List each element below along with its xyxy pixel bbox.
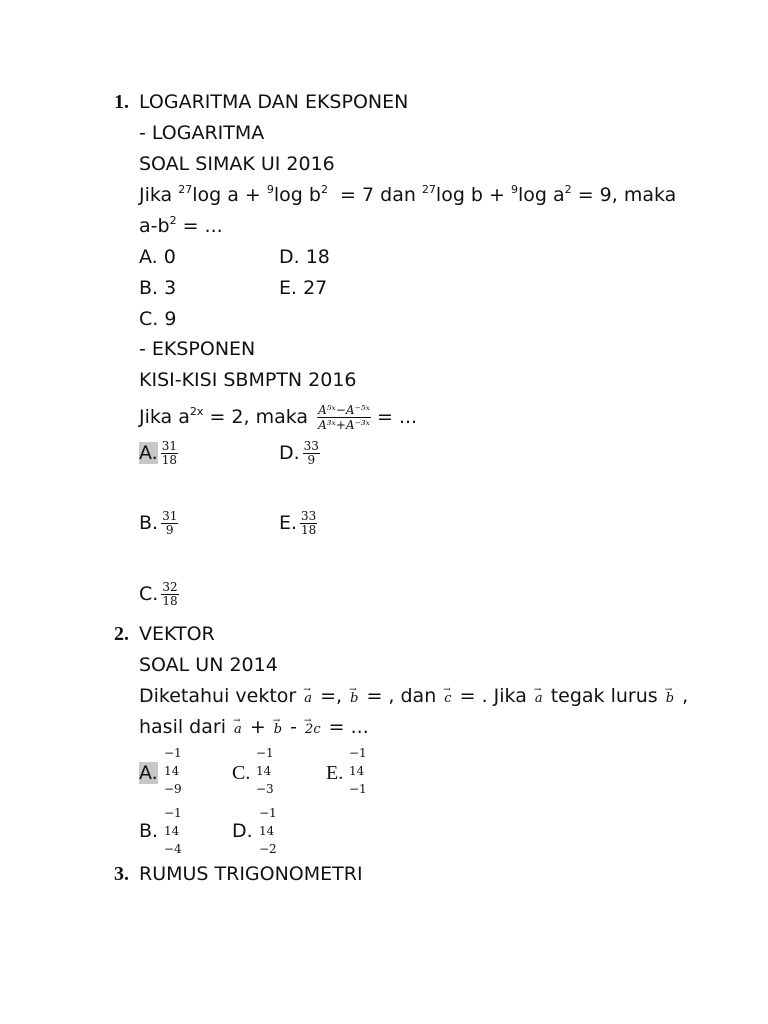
- section-title-1: LOGARITMA DAN EKSPONEN: [139, 91, 409, 113]
- vektor-option-d-values: −1 14 −2: [259, 806, 277, 856]
- exp-option-a: A. $\frac{31}{18}$: [139, 439, 177, 467]
- vektor-option-c: C.: [232, 762, 251, 784]
- log-option-c: C. 9: [139, 308, 177, 330]
- vector-2c: → 2c: [305, 718, 321, 742]
- section-number-3: 3.: [114, 863, 129, 885]
- exp-option-c: C. $\frac{32}{18}$: [139, 580, 178, 608]
- log-option-d: D. 18: [279, 246, 330, 268]
- section-title-3: RUMUS TRIGONOMETRI: [139, 863, 363, 885]
- vektor-option-b-values: −1 14 −4: [164, 806, 182, 856]
- vektor-option-b: B.: [139, 820, 159, 842]
- vector-c: → c: [444, 687, 451, 711]
- vektor-option-e-values: −1 14 −1: [349, 746, 367, 796]
- vektor-question-line2: hasil dari → a + → b - → 2c = ...: [139, 715, 369, 742]
- exp-option-b: B. $\frac{31}{9}$: [139, 509, 178, 537]
- vektor-option-a: A.: [139, 762, 158, 784]
- log-question-line1: Jika $^{27}$log a + $^9$log $b^2 = 7$ dan $^{27}$log b + $^9$log $a^2 = 9$, maka: [139, 183, 677, 206]
- log-option-a: A. 0: [139, 246, 176, 268]
- log-source: SOAL SIMAK UI 2016: [139, 153, 335, 175]
- subheading-logaritma: - LOGARITMA: [139, 122, 265, 144]
- vektor-source: SOAL UN 2014: [139, 654, 278, 676]
- log-question-line2: $a-b^2$ = ...: [139, 214, 223, 237]
- subheading-eksponen: - EKSPONEN: [139, 338, 256, 360]
- vektor-option-a-values: −1 14 −9: [164, 746, 182, 796]
- vector-b: → b: [350, 687, 358, 711]
- vektor-question-line1: Diketahui vektor → a =, → b = , dan → c = . Jika → a tegak lurus → b ,: [139, 684, 688, 711]
- vector-a: → a: [304, 687, 312, 711]
- vektor-option-e: E.: [326, 762, 344, 784]
- vector-a: → a: [234, 718, 242, 742]
- section-number-2: 2.: [114, 623, 129, 645]
- vektor-option-c-values: −1 14 −3: [256, 746, 274, 796]
- exp-fraction: $\frac{\text{A⁵ˣ−A⁻⁵ˣ}}{\text{A³ˣ+A⁻³ˣ}}$: [318, 403, 370, 432]
- log-option-e: E. 27: [279, 277, 328, 299]
- exp-question: Jika $a^{2x} = 2$, maka $\frac{\text{A⁵ˣ−A⁻⁵ˣ}}{\text{A³ˣ+A⁻³ˣ}}$ = ...: [139, 403, 418, 432]
- exp-option-d: D. $\frac{33}{9}$: [279, 439, 319, 467]
- section-title-2: VEKTOR: [139, 623, 215, 645]
- vector-b: → b: [274, 718, 282, 742]
- log-option-b: B. 3: [139, 277, 177, 299]
- vector-b: → b: [666, 687, 674, 711]
- vektor-option-d: D.: [232, 820, 253, 842]
- section-number-1: 1.: [114, 91, 129, 113]
- exp-source: KISI-KISI SBMPTN 2016: [139, 369, 357, 391]
- vector-a: → a: [535, 687, 543, 711]
- exp-option-e: E. $\frac{33}{18}$: [279, 509, 317, 537]
